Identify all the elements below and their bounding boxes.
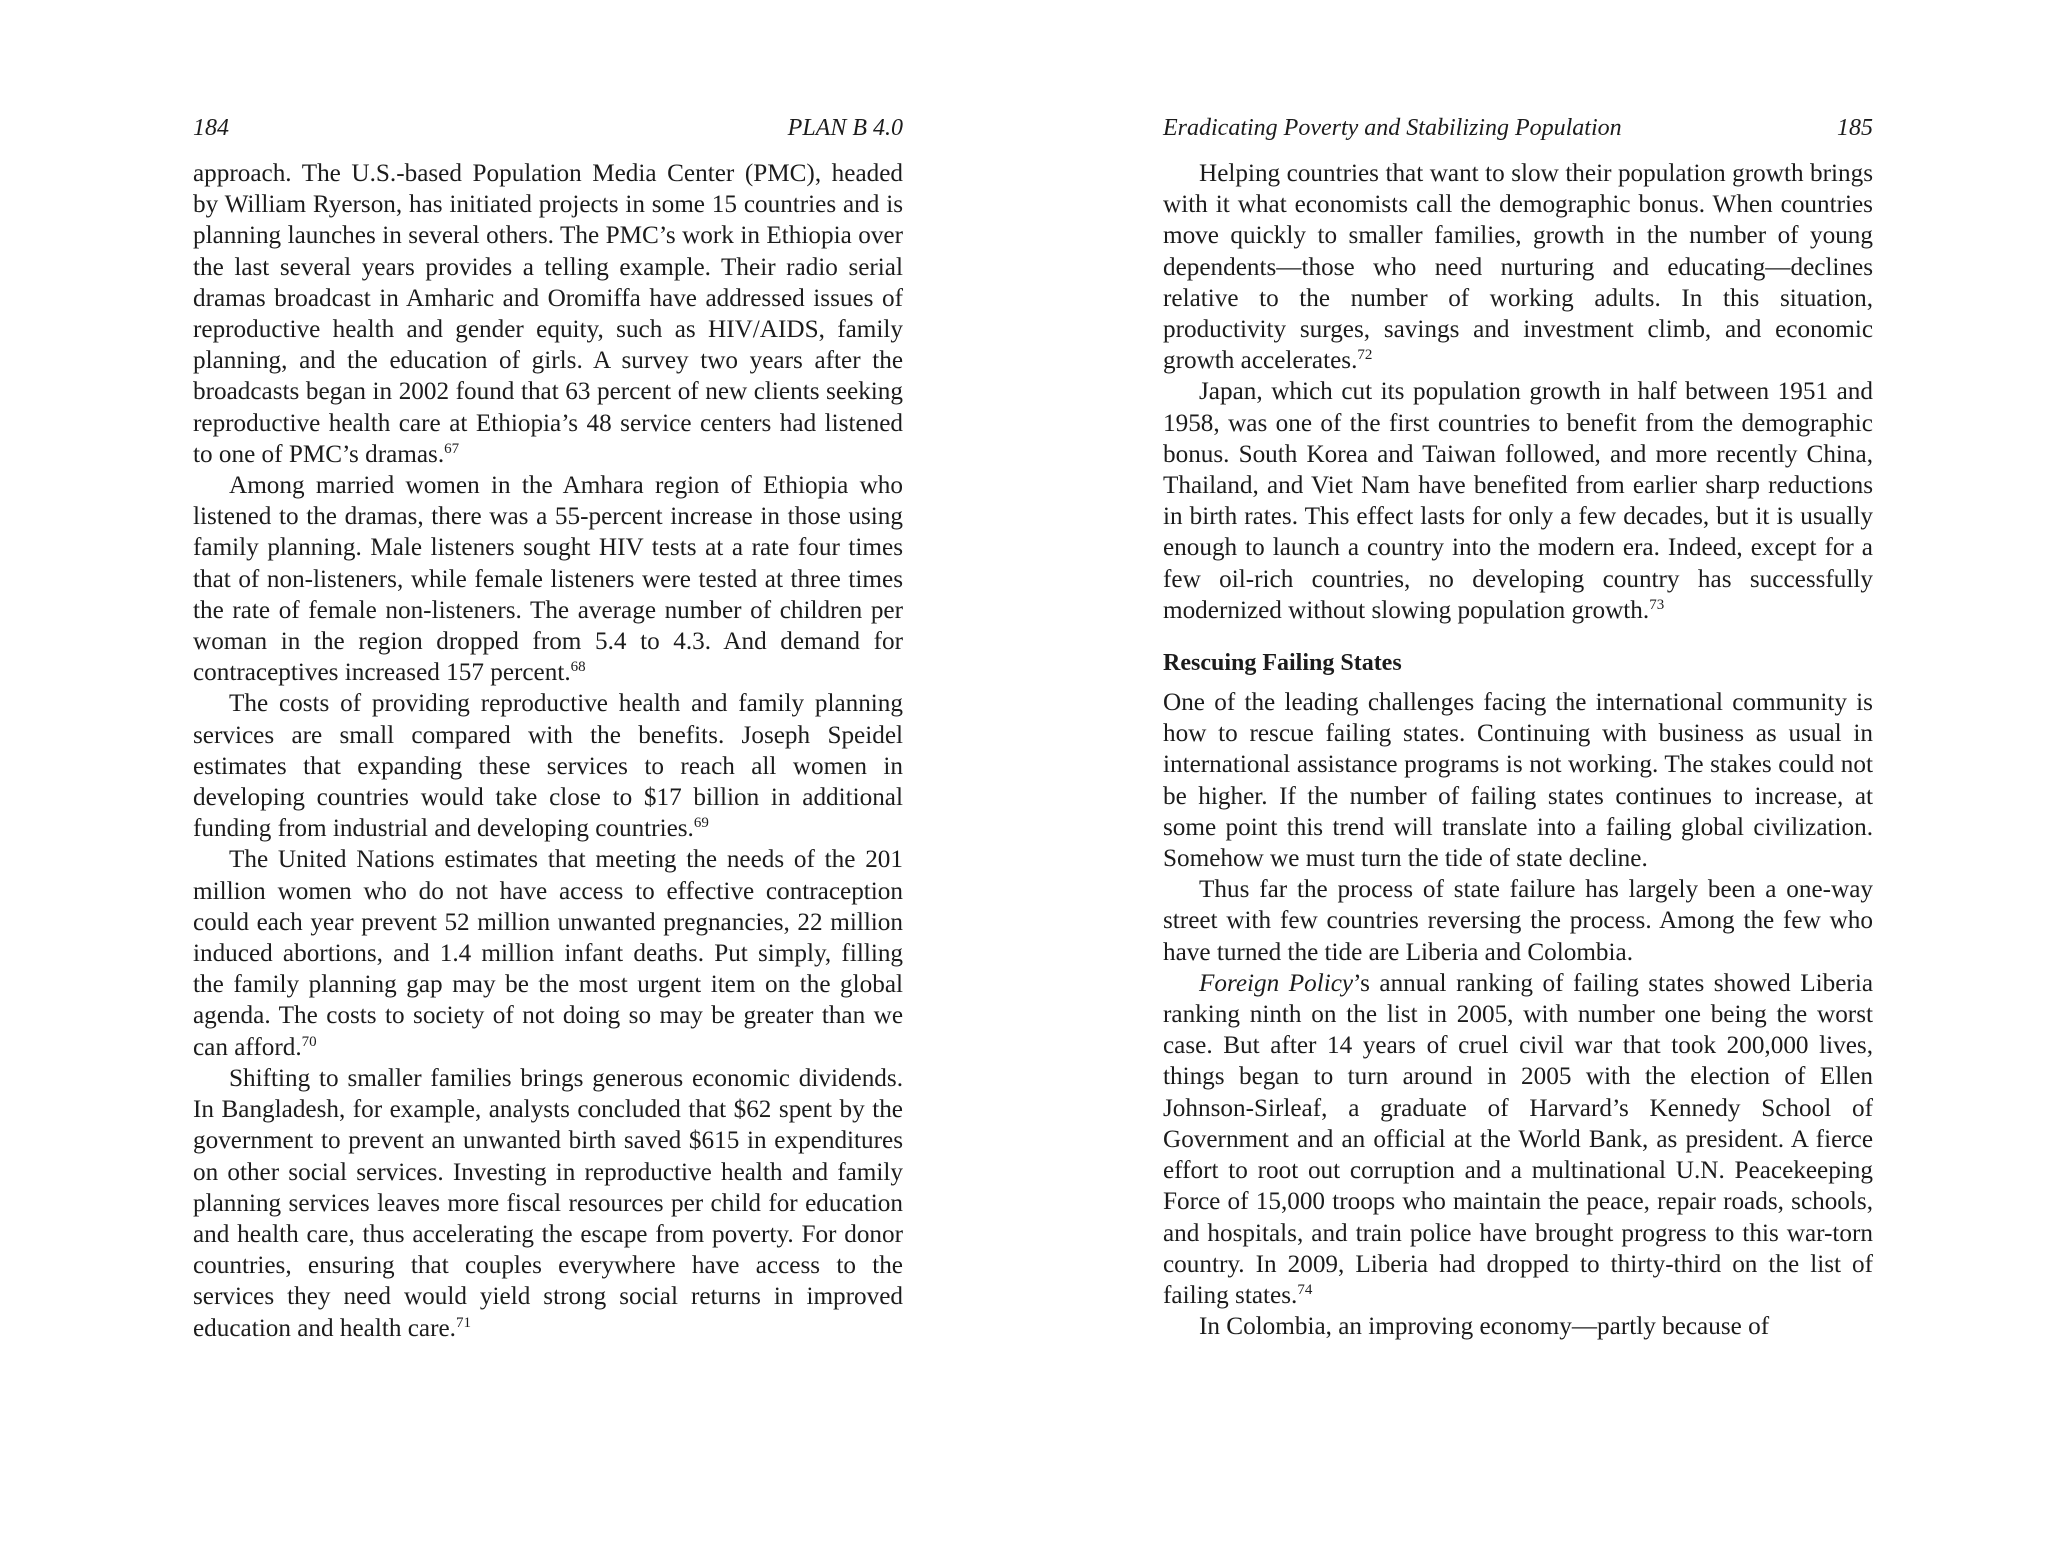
footnote-ref: 68 — [570, 659, 586, 676]
left-page — [193, 112, 903, 1344]
left-running-title: PLAN B 4.0 — [787, 115, 903, 141]
left-running-head — [193, 112, 903, 158]
footnote-ref: 72 — [1357, 347, 1373, 364]
paragraph: Shifting to smaller families brings generous economic dividends. In Bangladesh, for example, analysts concluded that $62 spent by the government to prevent an unwanted birth saved $615 in expenditures on other social services. Investing in reproductive health and family planning services leaves more fiscal resources per child for education and health care, thus accelerating the escape from poverty. For donor countries, ensuring that couples everywhere have access to the services they need would yield strong social returns in improved education and health care.$^{71}$ — [193, 1064, 903, 1342]
right-running-title: Eradicating Poverty and Stabilizing Population — [1163, 115, 1622, 141]
right-page-number: 185 — [1837, 115, 1873, 141]
paragraph: Japan, which cut its population growth in half between 1951 and 1958, was one of the first countries to benefit from the demographic bonus. South Korea and Taiwan followed, and more recently China, Thailand, and Viet Nam have benefited from earlier sharp reductions in birth rates. This effect lasts for only a few decades, but it is usually enough to launch a country into the modern era. Indeed, except for a few oil-rich countries, no developing country has successfully modernized without slowing population growth.$^{73}$ — [1163, 378, 1873, 624]
footnote-ref: 73 — [1649, 596, 1665, 613]
left-body-text — [193, 158, 903, 1344]
left-page-number: 184 — [193, 115, 229, 141]
paragraph: The costs of providing reproductive health and family planning services are small compared with the benefits. Joseph Speidel estimates that expanding these services to reach all women in developing countries would take close to $17 billion in additional funding from industrial and developing countries.$^{69}$ — [193, 690, 903, 843]
right-page — [1163, 112, 1873, 1342]
paragraph: One of the leading challenges facing the international community is how to rescue failing states. Continuing with business as usual in international assistance programs is not working. The stakes could not be higher. If the number of failing states continues to increase, at some point this trend will translate into a failing global civilization. Somehow we must turn the tide of state decline. — [1163, 689, 1873, 873]
paragraph: Thus far the process of state failure has largely been a one-way street with few countries reversing the process. Among the few who have turned the tide are Liberia and Colombia. — [1163, 876, 1873, 966]
right-body-text — [1163, 158, 1873, 1342]
paragraph: Helping countries that want to slow their population growth brings with it what economists call the demographic bonus. When countries move quickly to smaller families, growth in the number of young dependents—those who need nurturing and educating—declines relative to the number of working adults. In this situation, productivity surges, savings and investment climb, and economic growth accelerates.$^{72}$ — [1163, 160, 1873, 375]
paragraph: Foreign Policy’s annual ranking of failing states showed Liberia ranking ninth on the list in 2005, with number one being the worst case. But after 14 years of cruel civil war that took 200,000 lives, things began to turn around in 2005 with the election of Ellen Johnson-Sirleaf, a graduate of Harvard’s Kennedy School of Government and an official at the World Bank, as president. A fierce effort to root out corruption and a multinational U.N. Peacekeeping Force of 15,000 troops who maintain the peace, repair roads, schools, and hospitals, and train police have brought progress to this war-torn country. In 2009, Liberia had dropped to thirty-third on the list of failing states.$^{74}$ — [1163, 969, 1873, 1309]
paragraph: Among married women in the Amhara region of Ethiopia who listened to the dramas, there was a 55-percent increase in those using family planning. Male listeners sought HIV tests at a rate four times that of non-listeners, while female listeners were tested at three times the rate of female non-listeners. The average number of children per woman in the region dropped from 5.4 to 4.3. And demand for contraceptives increased 157 percent.$^{68}$ — [193, 472, 903, 687]
footnote-ref: 71 — [455, 1314, 471, 1331]
footnote-ref: 69 — [693, 815, 709, 832]
section-heading: Rescuing Failing States — [1163, 650, 1402, 677]
footnote-ref: 70 — [301, 1033, 317, 1050]
footnote-ref: 67 — [444, 440, 460, 457]
italic-title: Foreign Policy — [1199, 969, 1354, 997]
footnote-ref: 74 — [1297, 1281, 1313, 1298]
paragraph: The United Nations estimates that meeting the needs of the 201 million women who do not have access to effective contraception could each year prevent 52 million unwanted pregnancies, 22 million induced abortions, and 1.4 million infant deaths. Put simply, filling the family planning gap may be the most urgent item on the global agenda. The costs to society of not doing so may be greater than we can afford.$^{70}$ — [193, 846, 903, 1061]
paragraph: approach. The U.S.-based Population Media Center (PMC), headed by William Ryerson, has initiated projects in some 15 countries and is planning launches in several others. The PMC’s work in Ethiopia over the last several years provides a telling example. Their radio serial dramas broadcast in Amharic and Oromiffa have addressed issues of reproductive health and gender equity, such as HIV/AIDS, family planning, and the education of girls. A survey two years after the broadcasts began in 2002 found that 63 percent of new clients seeking reproductive health care at Ethiopia’s 48 service centers had listened to one of PMC’s dramas.$^{67}$ — [193, 160, 903, 468]
right-running-head — [1163, 112, 1873, 158]
paragraph: In Colombia, an improving economy—partly because of — [1199, 1313, 1770, 1341]
